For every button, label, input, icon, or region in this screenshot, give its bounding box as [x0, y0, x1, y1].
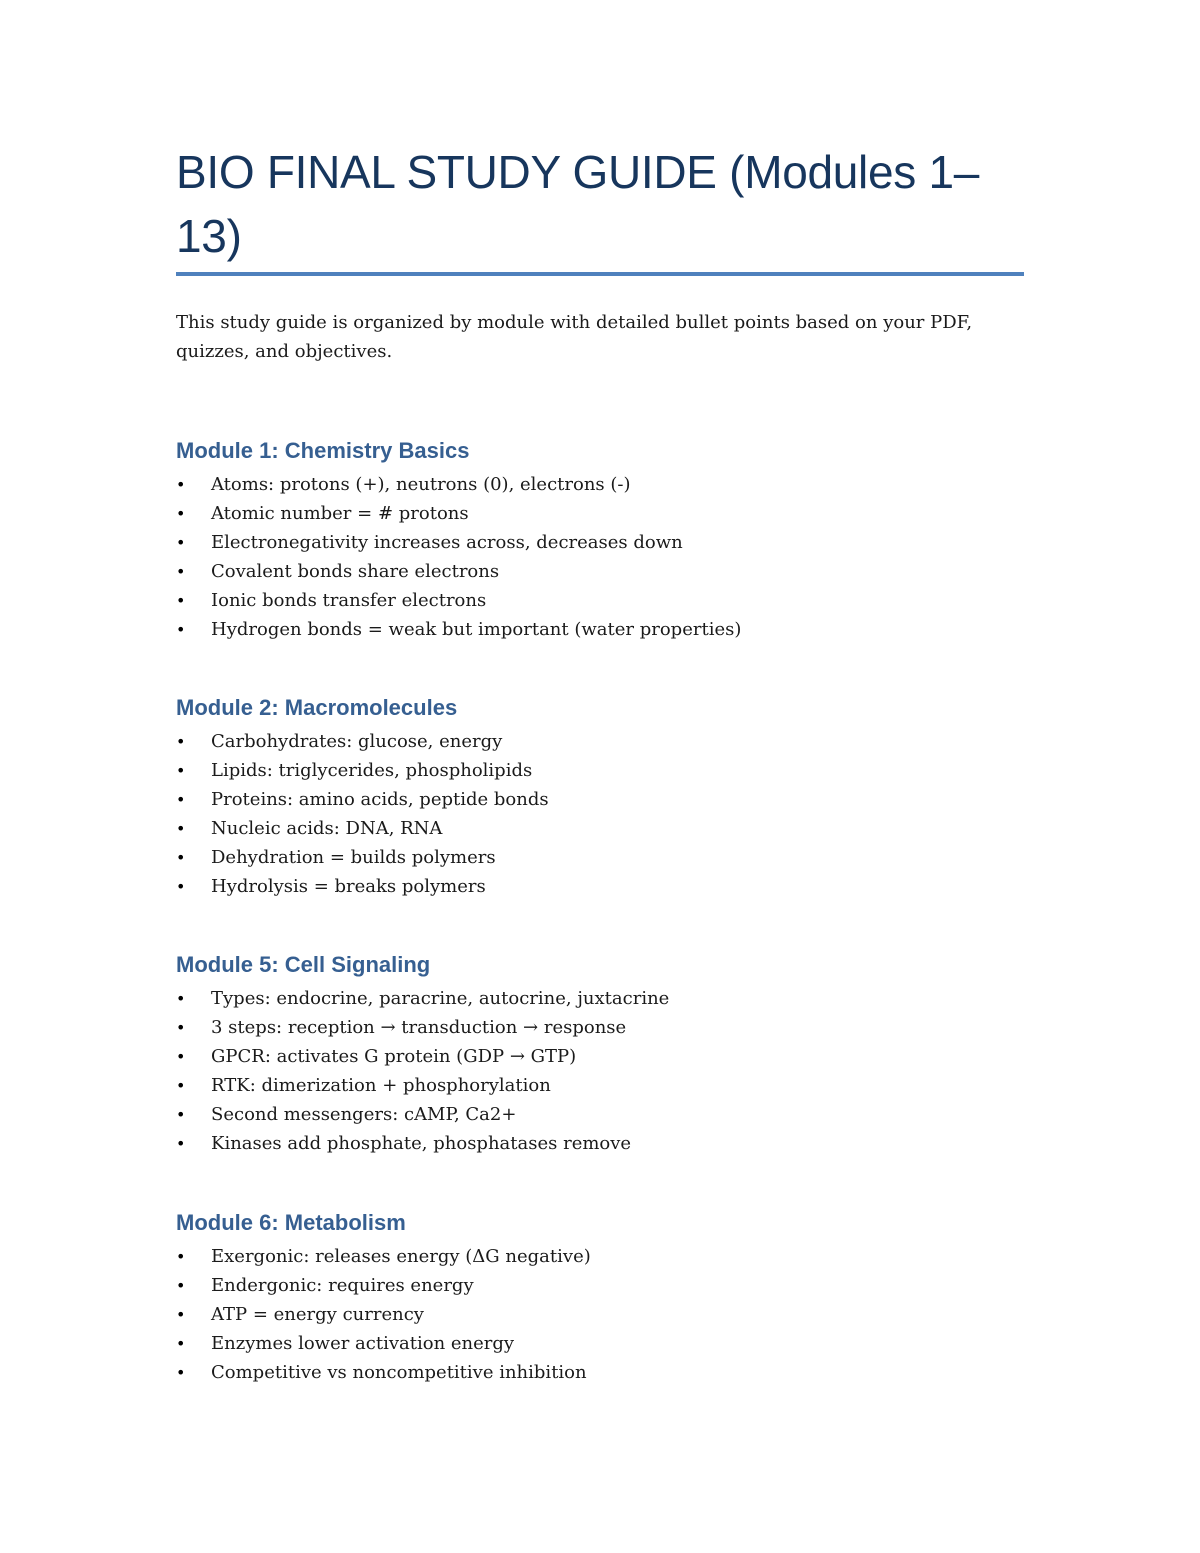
list-item-text: GPCR: activates G protein (GDP → GTP): [211, 1046, 577, 1067]
bullet-list: [176, 727, 1024, 901]
bullet-dot-icon: •: [176, 1247, 186, 1266]
title-underline: [176, 272, 1024, 276]
bullet-dot-icon: •: [176, 732, 186, 751]
list-item-text: Ionic bonds transfer electrons: [211, 590, 487, 611]
module-section: [176, 436, 1024, 644]
module-heading: Module 5: Cell Signaling: [176, 952, 431, 977]
modules-container: [176, 436, 1024, 1387]
list-item-text: Second messengers: cAMP, Ca2+: [211, 1104, 517, 1125]
bullet-dot-icon: •: [176, 848, 186, 867]
bullet-dot-icon: •: [176, 877, 186, 896]
list-item: [176, 1300, 1024, 1329]
bullet-dot-icon: •: [176, 533, 186, 552]
list-item: [176, 586, 1024, 615]
list-item: [176, 1358, 1024, 1387]
list-item-text: Exergonic: releases energy (ΔG negative): [211, 1246, 591, 1267]
list-item: [176, 528, 1024, 557]
bullet-dot-icon: •: [176, 504, 186, 523]
module-heading: Module 1: Chemistry Basics: [176, 438, 470, 463]
list-item: [176, 1129, 1024, 1158]
module-section: [176, 950, 1024, 1158]
bullet-dot-icon: •: [176, 1134, 186, 1153]
document-page: [176, 140, 1024, 1387]
list-item: [176, 814, 1024, 843]
bullet-dot-icon: •: [176, 989, 186, 1008]
bullet-dot-icon: •: [176, 790, 186, 809]
module-section: [176, 1208, 1024, 1387]
list-item: [176, 984, 1024, 1013]
intro-paragraph: This study guide is organized by module with detailed bullet points based on your PDF, quizzes, and objectives.: [176, 312, 973, 362]
list-item: [176, 557, 1024, 586]
list-item-text: Enzymes lower activation energy: [211, 1333, 515, 1354]
bullet-dot-icon: •: [176, 1076, 186, 1095]
list-item: [176, 785, 1024, 814]
list-item-text: Electronegativity increases across, decreases down: [211, 532, 683, 553]
list-item: [176, 727, 1024, 756]
list-item-text: Atomic number = # protons: [211, 503, 469, 524]
list-item-text: ATP = energy currency: [211, 1304, 424, 1325]
bullet-dot-icon: •: [176, 475, 186, 494]
list-item-text: 3 steps: reception → transduction → response: [211, 1017, 627, 1038]
list-item: [176, 1242, 1024, 1271]
list-item-text: Covalent bonds share electrons: [211, 561, 500, 582]
list-item-text: Atoms: protons (+), neutrons (0), electrons (-): [211, 474, 631, 495]
bullet-dot-icon: •: [176, 1276, 186, 1295]
list-item-text: Dehydration = builds polymers: [211, 847, 496, 868]
bullet-dot-icon: •: [176, 1047, 186, 1066]
list-item-text: Carbohydrates: glucose, energy: [211, 731, 503, 752]
list-item: [176, 756, 1024, 785]
bullet-list: [176, 1242, 1024, 1387]
list-item: [176, 1042, 1024, 1071]
bullet-dot-icon: •: [176, 562, 186, 581]
list-item-text: Hydrolysis = breaks polymers: [211, 876, 486, 897]
list-item-text: Competitive vs noncompetitive inhibition: [211, 1362, 587, 1383]
list-item: [176, 1100, 1024, 1129]
module-heading: Module 2: Macromolecules: [176, 695, 458, 720]
bullet-list: [176, 470, 1024, 644]
document-title: BIO FINAL STUDY GUIDE (Modules 1–13): [176, 146, 980, 262]
list-item-text: Nucleic acids: DNA, RNA: [211, 818, 443, 839]
list-item: [176, 843, 1024, 872]
list-item-text: Lipids: triglycerides, phospholipids: [211, 760, 533, 781]
bullet-dot-icon: •: [176, 761, 186, 780]
bullet-dot-icon: •: [176, 1105, 186, 1124]
list-item: [176, 1071, 1024, 1100]
list-item-text: Types: endocrine, paracrine, autocrine, juxtacrine: [211, 988, 670, 1009]
bullet-dot-icon: •: [176, 819, 186, 838]
bullet-dot-icon: •: [176, 1334, 186, 1353]
list-item: [176, 1013, 1024, 1042]
module-heading: Module 6: Metabolism: [176, 1210, 406, 1235]
module-section: [176, 693, 1024, 901]
list-item-text: Proteins: amino acids, peptide bonds: [211, 789, 549, 810]
list-item: [176, 499, 1024, 528]
bullet-dot-icon: •: [176, 1305, 186, 1324]
list-item-text: RTK: dimerization + phosphorylation: [211, 1075, 551, 1096]
list-item: [176, 1271, 1024, 1300]
list-item-text: Hydrogen bonds = weak but important (water properties): [211, 619, 742, 640]
bullet-list: [176, 984, 1024, 1158]
list-item-text: Kinases add phosphate, phosphatases remove: [211, 1133, 632, 1154]
list-item-text: Endergonic: requires energy: [211, 1275, 474, 1296]
list-item: [176, 1329, 1024, 1358]
list-item: [176, 615, 1024, 644]
list-item: [176, 872, 1024, 901]
bullet-dot-icon: •: [176, 1363, 186, 1382]
bullet-dot-icon: •: [176, 620, 186, 639]
bullet-dot-icon: •: [176, 1018, 186, 1037]
bullet-dot-icon: •: [176, 591, 186, 610]
list-item: [176, 470, 1024, 499]
